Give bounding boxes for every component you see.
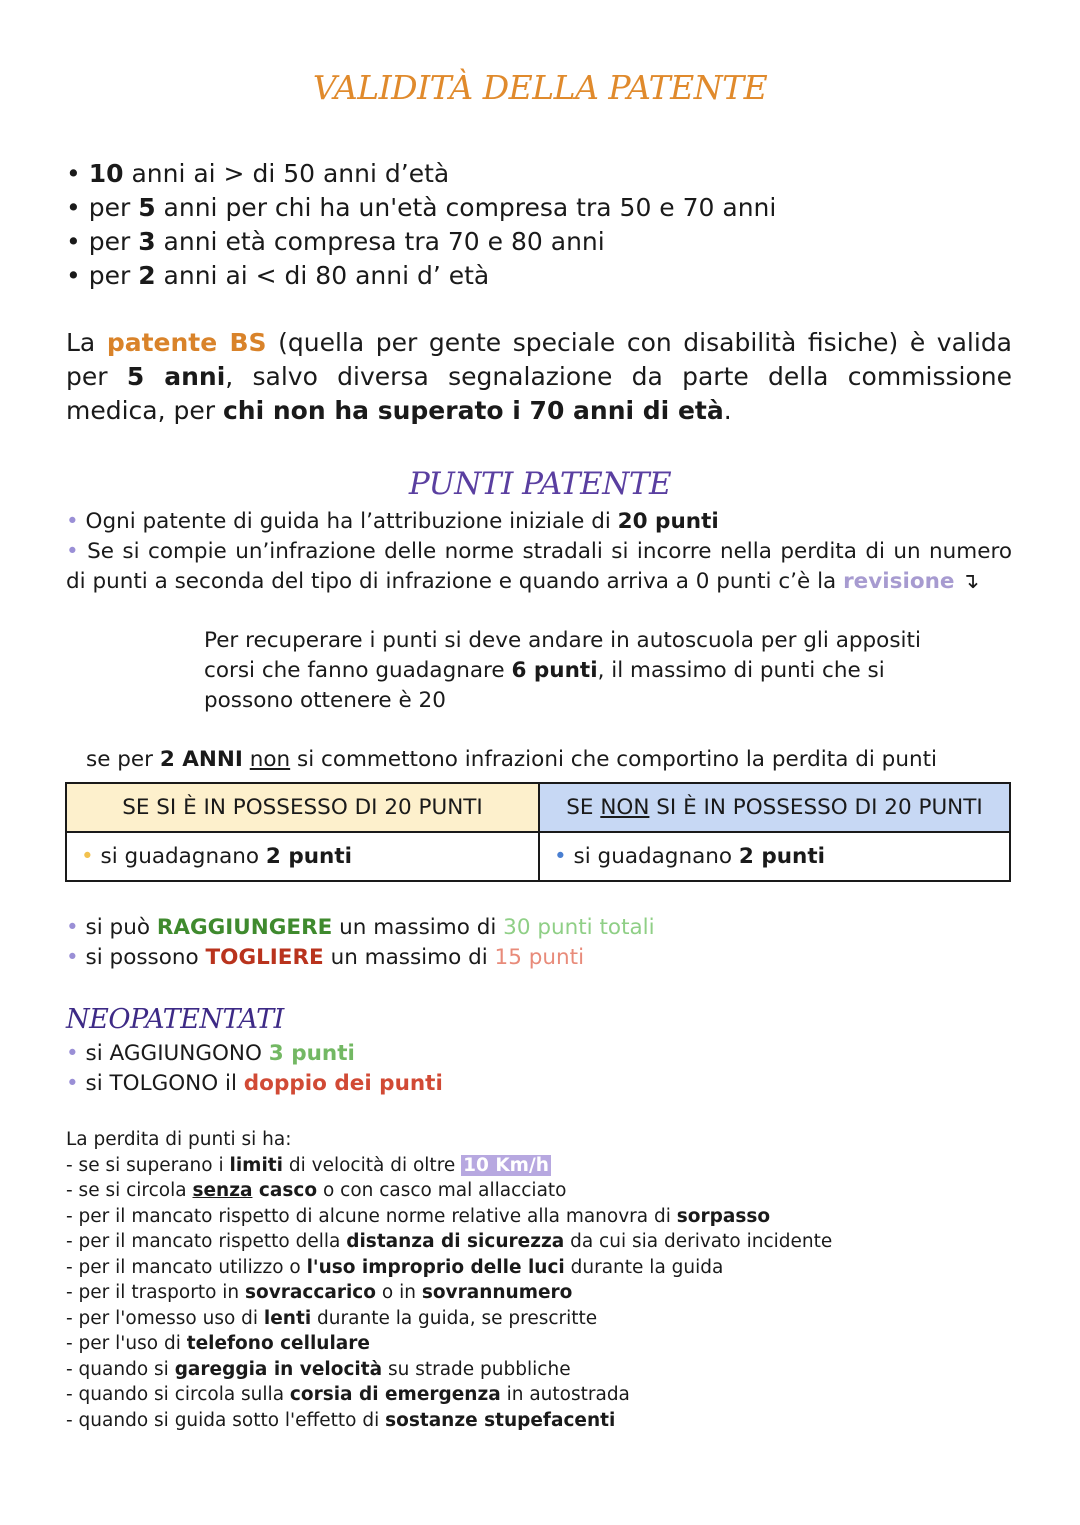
list-item: - per l'omesso uso di lenti durante la guida, se prescritte [66, 1307, 598, 1329]
limits-list [66, 913, 655, 973]
list-item: • si possono TOGLIERE un massimo di 15 punti [66, 945, 585, 970]
loss-list: La perdita di punti si ha: - se si superano i limiti di velocità di oltre 10 Km/h - se si circola senza casco o con casco mal allacciato - per il mancato rispetto di alcune norme relative alla manovra di sorpasso - per il mancato rispetto della distanza di sicurezza da cui sia derivato incidente - per il mancato utilizzo o l'uso improprio delle luci durante la guida - per il trasporto in sovraccarico o in sovrannumero - per l'omesso uso di lenti durante la guida, se prescritte - per l'uso di telefono cellulare - quando si gareggia in velocità su strade pubbliche - quando si circola sulla corsia di emergenza in autostrada - quando si guida sotto l'effetto di sostanze stupefacenti [66, 1127, 832, 1433]
page-title: VALIDITÀ DELLA PATENTE [312, 68, 768, 107]
list-item: • Se si compie un’infrazione delle norme stradali si incorre nella perdita di un numero di punti a seconda del tipo di infrazione e quando arriva a 0 punti c’è la revisione ↴ [66, 539, 1012, 594]
points-table [65, 782, 1011, 882]
list-item: - quando si gareggia in velocità su strade pubbliche [66, 1358, 571, 1380]
table-cell: • si guadagnano 2 punti [66, 832, 539, 881]
table-row [66, 832, 1010, 881]
list-item: - per il mancato rispetto di alcune norme relative alla manovra di sorpasso [66, 1205, 771, 1227]
list-item: - per il mancato utilizzo o l'uso improprio delle luci durante la guida [66, 1256, 724, 1278]
list-item: • 10 anni ai > di 50 anni d’età [66, 159, 450, 188]
section-title-points: PUNTI PATENTE [408, 466, 672, 502]
list-item: • si AGGIUNGONO 3 punti [66, 1041, 355, 1066]
list-item: - per il mancato rispetto della distanza di sicurezza da cui sia derivato incidente [66, 1231, 833, 1252]
validity-list [66, 157, 776, 293]
list-item: - se si superano i limiti di velocità di oltre 10 Km/h [66, 1154, 549, 1176]
two-years-line: se per 2 ANNI non si commettono infrazioni che comportino la perdita di punti [86, 747, 937, 772]
table-row [66, 783, 1010, 832]
list-item: - per il trasporto in sovraccarico o in sovrannumero [66, 1282, 573, 1303]
list-item: • si può RAGGIUNGERE un massimo di 30 punti totali [66, 915, 655, 940]
table-cell: • si guadagnano 2 punti [539, 832, 1010, 881]
recover-note: Per recuperare i punti si deve andare in autoscuola per gli appositi corsi che fanno guadagnare 6 punti, il massimo di punti che si possono ottenere è 20 [204, 628, 921, 713]
list-item: • Ogni patente di guida ha l’attribuzione iniziale di 20 punti [66, 509, 719, 534]
list-item: • si TOLGONO il doppio dei punti [66, 1071, 443, 1096]
list-item: - quando si circola sulla corsia di emergenza in autostrada [66, 1384, 630, 1405]
list-item: - quando si guida sotto l'effetto di sostanze stupefacenti [66, 1409, 616, 1431]
list-item: • per 2 anni ai < di 80 anni d’ età [66, 261, 490, 290]
points-rules [66, 507, 1012, 597]
table-header-not-20: SE NON SI È IN POSSESSO DI 20 PUNTI [539, 783, 1010, 832]
table-header-has-20: SE SI È IN POSSESSO DI 20 PUNTI [66, 783, 539, 832]
list-item: • per 3 anni età compresa tra 70 e 80 anni [66, 227, 605, 256]
section-title-neo: NEOPATENTATI [66, 1004, 284, 1035]
neo-list [66, 1039, 443, 1099]
bs-paragraph: La patente BS (quella per gente speciale con disabilità fisiche) è valida per 5 anni, salvo diversa segnalazione da parte della commissione medica, per chi non ha superato i 70 anni di età. [66, 328, 1013, 425]
list-item: • per 5 anni per chi ha un'età compresa tra 50 e 70 anni [66, 193, 777, 222]
list-item: - se si circola senza casco o con casco mal allacciato [66, 1180, 567, 1201]
list-item: - per l'uso di telefono cellulare [66, 1333, 370, 1354]
